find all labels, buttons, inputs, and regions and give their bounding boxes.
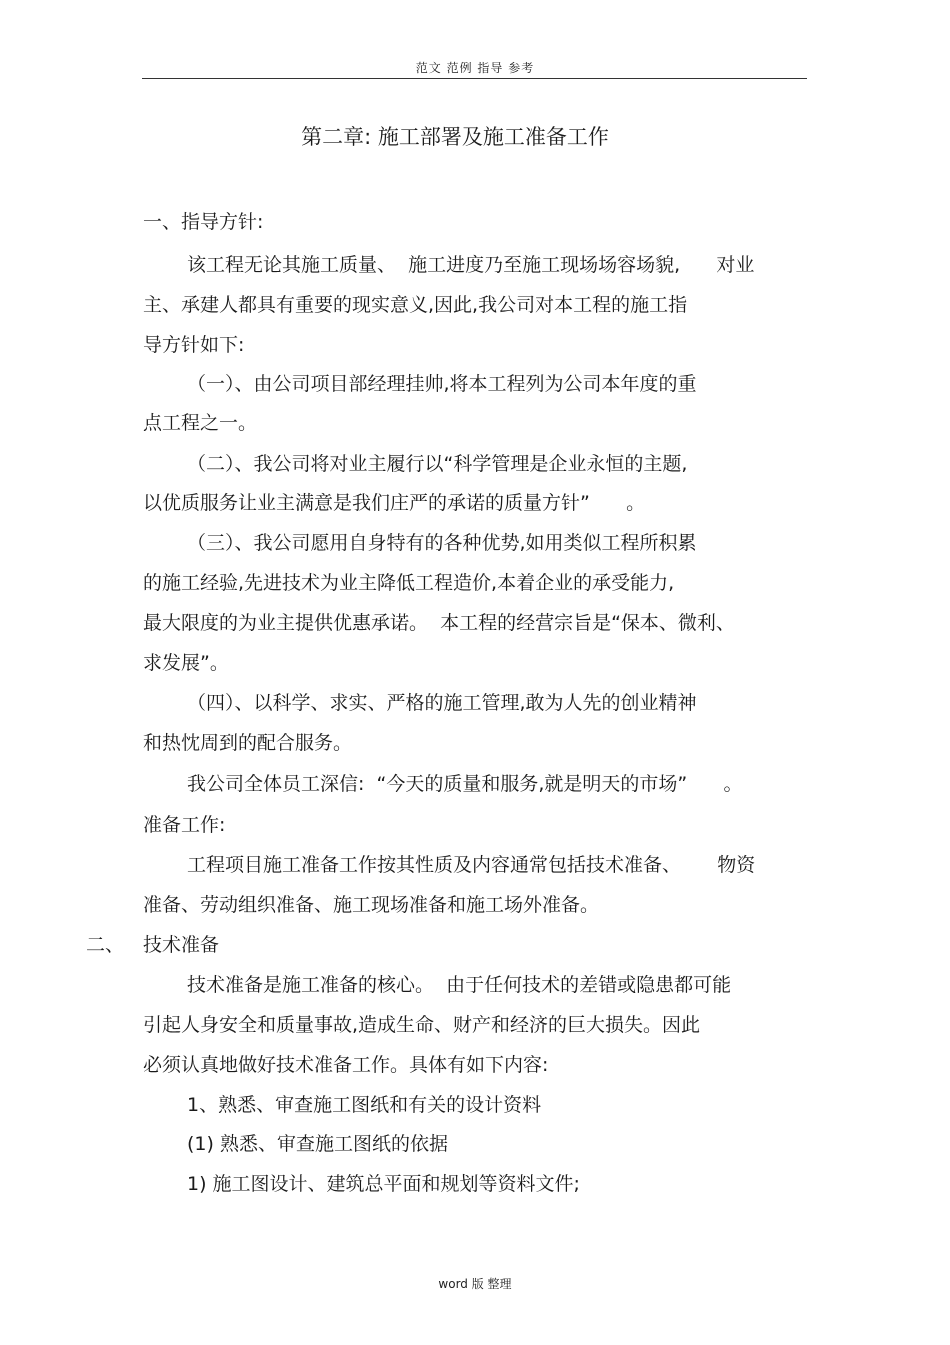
paragraph-line: 导方针如下: xyxy=(143,334,245,356)
paragraph-line: 该工程无论其施工质量、 施工进度乃至施工现场场容场貌, 对业 xyxy=(187,254,755,276)
policy-item-3-cont: 求发展”。 xyxy=(143,652,229,674)
policy-item-3: （三）、我公司愿用自身特有的各种优势,如用类似工程所积累 xyxy=(187,532,697,554)
paragraph-line: 引起人身安全和质量事故,造成生命、财产和经济的巨大损失。因此 xyxy=(143,1014,701,1036)
policy-item-2-cont: 以优质服务让业主满意是我们庄严的承诺的质量方针” 。 xyxy=(143,492,646,514)
section-heading-tech-prep: 技术准备 xyxy=(143,934,220,956)
policy-item-4-cont: 和热忱周到的配合服务。 xyxy=(143,732,353,754)
paragraph-line: 技术准备是施工准备的核心。 由于任何技术的差错或隐患都可能 xyxy=(187,974,732,996)
section-heading-guiding-policy: 一、指导方针: xyxy=(143,211,264,233)
paragraph-line: 主、承建人都具有重要的现实意义,因此,我公司对本工程的施工指 xyxy=(143,294,688,316)
chapter-title: 第二章: 施工部署及施工准备工作 xyxy=(301,125,609,149)
paragraph-line: 准备、劳动组织准备、施工现场准备和施工场外准备。 xyxy=(143,894,600,916)
page-header: 范文 范例 指导 参考 xyxy=(415,61,535,75)
policy-item-4: （四）、以科学、求实、严格的施工管理,敢为人先的创业精神 xyxy=(187,692,697,714)
page-footer: word 版 整理 xyxy=(438,1277,512,1291)
policy-item-3-cont: 的施工经验,先进技术为业主降低工程造价,本着企业的承受能力, xyxy=(143,572,675,594)
paragraph-line: 必须认真地做好技术准备工作。具体有如下内容: xyxy=(143,1054,549,1076)
company-belief: 我公司全体员工深信: “今天的质量和服务,就是明天的市场” 。 xyxy=(187,773,743,795)
policy-item-2: （二）、我公司将对业主履行以“科学管理是企业永恒的主题, xyxy=(187,453,688,475)
section-number: 二、 xyxy=(86,934,125,956)
policy-item-1: （一）、由公司项目部经理挂帅,将本工程列为公司本年度的重 xyxy=(187,373,697,395)
subsection-item: (1) 熟悉、审查施工图纸的依据 xyxy=(187,1133,448,1155)
header-divider xyxy=(142,78,807,79)
policy-item-3-cont: 最大限度的为业主提供优惠承诺。 本工程的经营宗旨是“保本、微利、 xyxy=(143,612,735,634)
policy-item-1-cont: 点工程之一。 xyxy=(143,412,258,434)
paragraph-line: 工程项目施工准备工作按其性质及内容通常包括技术准备、 物资 xyxy=(187,854,756,876)
prep-heading: 准备工作: xyxy=(143,814,226,836)
subsection-heading: 1、熟悉、审查施工图纸和有关的设计资料 xyxy=(187,1094,542,1116)
subsection-item: 1) 施工图设计、建筑总平面和规划等资料文件; xyxy=(187,1173,580,1195)
